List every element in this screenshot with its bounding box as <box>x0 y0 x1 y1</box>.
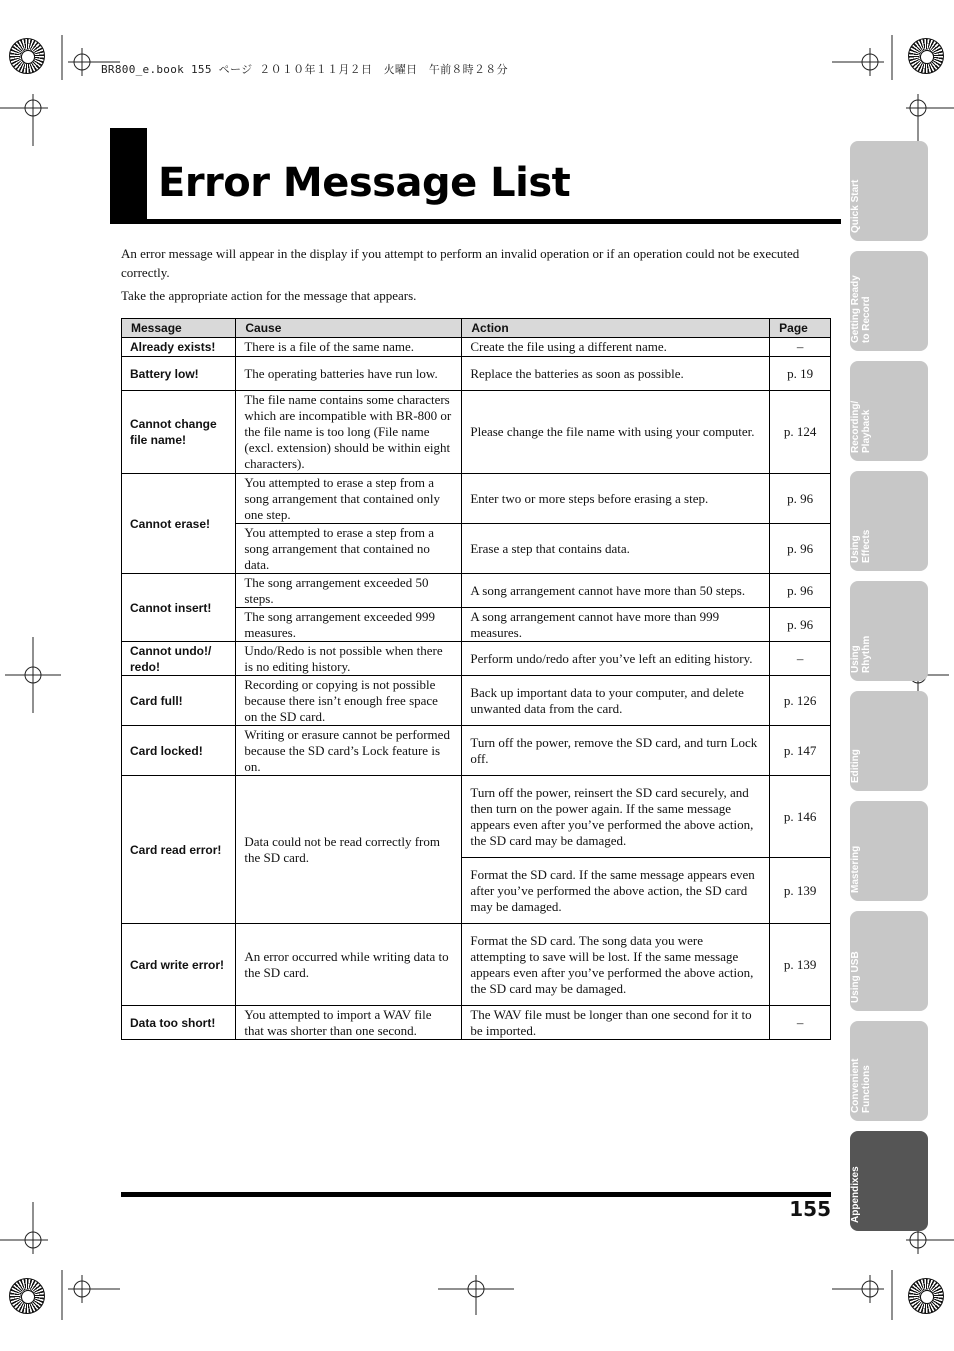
table-row <box>122 776 831 858</box>
action-cell: Perform undo/redo after you’ve left an editing history. <box>462 642 770 676</box>
action-cell: Replace the batteries as soon as possible. <box>462 357 770 391</box>
page-cell: p. 96 <box>770 524 831 574</box>
tab-using-usb[interactable] <box>850 911 928 1011</box>
cause-cell: The song arrangement exceeded 999 measures. <box>236 608 462 642</box>
tab-convenient-functions[interactable] <box>850 1021 928 1121</box>
page-cell: p. 124 <box>770 391 831 474</box>
message-cell: Card read error! <box>122 776 236 924</box>
table-row <box>122 357 831 391</box>
page-cell: p. 126 <box>770 676 831 726</box>
page-cell: p. 147 <box>770 726 831 776</box>
action-cell: Enter two or more steps before erasing a step. <box>462 474 770 524</box>
tab-label: Using USB <box>850 951 861 1003</box>
header-cause: Cause <box>236 319 462 338</box>
page-cell: – <box>770 1006 831 1040</box>
table-row <box>122 1006 831 1040</box>
table-row <box>122 474 831 524</box>
cause-cell: Data could not be read correctly from the SD card. <box>236 776 462 924</box>
message-cell: Cannot undo!/ redo! <box>122 642 236 676</box>
action-cell: Turn off the power, remove the SD card, and turn Lock off. <box>462 726 770 776</box>
header-page: Page <box>770 319 831 338</box>
registration-starburst-icon <box>908 1278 944 1314</box>
cause-cell: An error occurred while writing data to the SD card. <box>236 924 462 1006</box>
header-message: Message <box>122 319 236 338</box>
cause-cell: There is a file of the same name. <box>236 338 462 357</box>
cause-cell: The song arrangement exceeded 50 steps. <box>236 574 462 608</box>
action-cell: The WAV file must be longer than one second for it to be imported. <box>462 1006 770 1040</box>
message-cell: Already exists! <box>122 338 236 357</box>
tab-appendixes[interactable] <box>850 1131 928 1231</box>
message-cell: Cannot insert! <box>122 574 236 642</box>
header-action: Action <box>462 319 770 338</box>
tab-quick-start[interactable] <box>850 141 928 241</box>
tab-label: Quick Start <box>850 179 861 233</box>
cause-cell: You attempted to erase a step from a song arrangement that contained only one step. <box>236 474 462 524</box>
title-rule <box>110 219 841 224</box>
intro-paragraph: An error message will appear in the display if you attempt to perform an invalid operation or if an operation could not be executed correctly. <box>121 246 800 280</box>
registration-starburst-icon <box>9 1278 45 1314</box>
error-message-table <box>121 318 831 1040</box>
table-row <box>122 574 831 608</box>
tab-using-rhythm[interactable] <box>850 581 928 681</box>
page-cell: p. 96 <box>770 474 831 524</box>
action-cell: Turn off the power, reinsert the SD card securely, and then turn on the power again. If the same message appears even after you’ve performed the above action, the SD card may be damaged. <box>462 776 770 858</box>
page-cell: – <box>770 642 831 676</box>
action-cell: Back up important data to your computer, and delete unwanted data from the card. <box>462 676 770 726</box>
page-title: Error Message List <box>158 160 571 206</box>
table-header-row <box>122 319 831 338</box>
tab-label: Convenient Functions <box>850 1058 872 1113</box>
tab-mastering[interactable] <box>850 801 928 901</box>
tab-label: Getting Ready to Record <box>850 275 872 343</box>
cause-cell: You attempted to import a WAV file that was shorter than one second. <box>236 1006 462 1040</box>
tab-label: Mastering <box>850 845 861 893</box>
title-marker-block <box>110 128 147 222</box>
table-row <box>122 924 831 1006</box>
message-cell: Card full! <box>122 676 236 726</box>
registration-starburst-icon <box>9 38 45 74</box>
tab-using-effects[interactable] <box>850 471 928 571</box>
tab-getting-ready[interactable] <box>850 251 928 351</box>
action-cell: A song arrangement cannot have more than 50 steps. <box>462 574 770 608</box>
message-cell: Cannot erase! <box>122 474 236 574</box>
message-cell: Card write error! <box>122 924 236 1006</box>
cause-cell: The operating batteries have run low. <box>236 357 462 391</box>
page-number: 155 <box>789 1197 831 1221</box>
action-cell: Format the SD card. If the same message appears even after you’ve performed the above action, the SD card may be damaged. <box>462 858 770 924</box>
intro-paragraph: Take the appropriate action for the message that appears. <box>121 288 417 303</box>
page-cell: p. 96 <box>770 574 831 608</box>
cause-cell: Writing or erasure cannot be performed because the SD card’s Lock feature is on. <box>236 726 462 776</box>
print-header: BR800_e.book 155 ページ ２０１０年１１月２日 火曜日 午前８時２８分 <box>101 63 508 76</box>
table-row <box>122 642 831 676</box>
footer-rule <box>121 1192 831 1197</box>
page-cell: p. 139 <box>770 858 831 924</box>
table-row <box>122 676 831 726</box>
tab-editing[interactable] <box>850 691 928 791</box>
action-cell: Please change the file name with using your computer. <box>462 391 770 474</box>
cause-cell: You attempted to erase a step from a song arrangement that contained no data. <box>236 524 462 574</box>
tab-label: Using Effects <box>850 529 872 563</box>
table-row <box>122 726 831 776</box>
page-cell: p. 146 <box>770 776 831 858</box>
page-cell: p. 139 <box>770 924 831 1006</box>
page-cell: p. 19 <box>770 357 831 391</box>
action-cell: Format the SD card. The song data you were attempting to save will be lost. If the same message appears even after you’ve performed the above action, the SD card may be damaged. <box>462 924 770 1006</box>
tab-label: Recording/ Playback <box>850 400 872 453</box>
tab-label: Using Rhythm <box>850 635 872 673</box>
tab-label: Editing <box>850 749 861 783</box>
page-cell: p. 96 <box>770 608 831 642</box>
cause-cell: Undo/Redo is not possible when there is no editing history. <box>236 642 462 676</box>
cause-cell: The file name contains some characters which are incompatible with BR-800 or the file name is too long (File name (excl. extension) should be within eight characters). <box>236 391 462 474</box>
table-row <box>122 338 831 357</box>
tab-recording-playback[interactable] <box>850 361 928 461</box>
cause-cell: Recording or copying is not possible because there isn’t enough free space on the SD card. <box>236 676 462 726</box>
action-cell: Erase a step that contains data. <box>462 524 770 574</box>
page-cell: – <box>770 338 831 357</box>
message-cell: Data too short! <box>122 1006 236 1040</box>
registration-starburst-icon <box>908 38 944 74</box>
action-cell: Create the file using a different name. <box>462 338 770 357</box>
message-cell: Cannot change file name! <box>122 391 236 474</box>
action-cell: A song arrangement cannot have more than 999 measures. <box>462 608 770 642</box>
tab-label: Appendixes <box>850 1166 861 1223</box>
table-row <box>122 391 831 474</box>
message-cell: Battery low! <box>122 357 236 391</box>
message-cell: Card locked! <box>122 726 236 776</box>
